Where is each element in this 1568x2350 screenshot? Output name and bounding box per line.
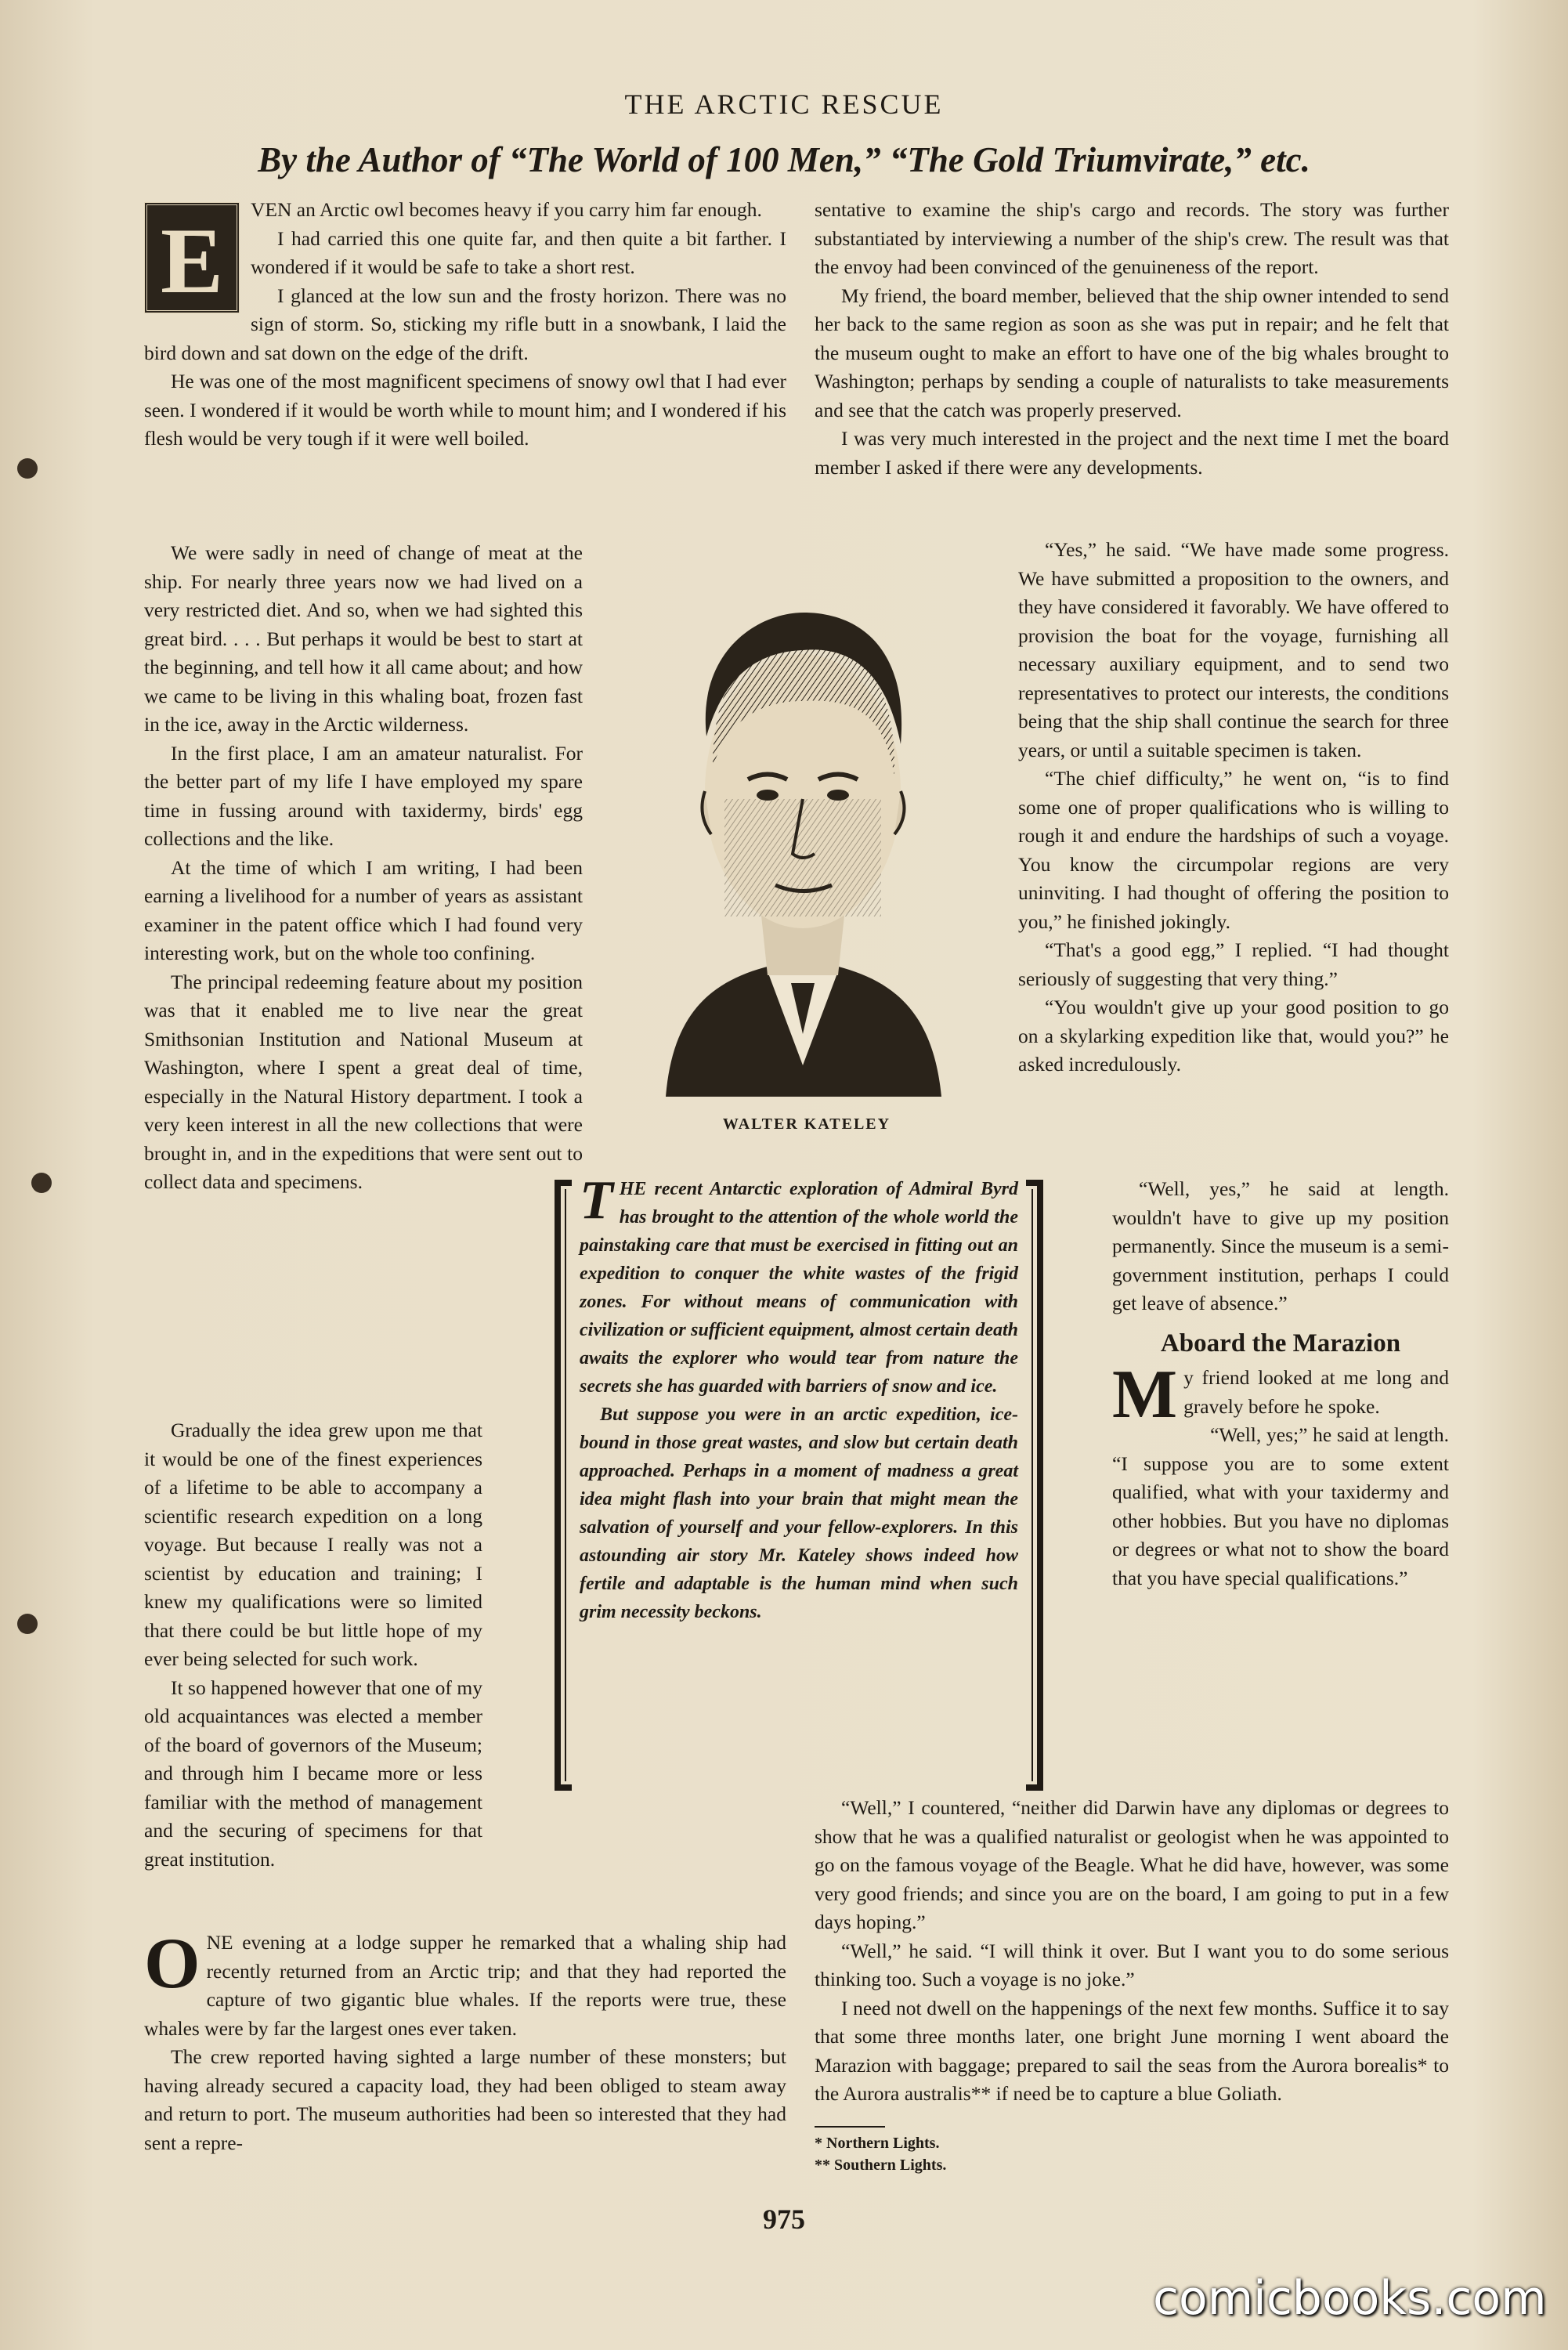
paragraph: “You wouldn't give up your good position to go on a skylarking expedition like that, would you?” he asked incredulously. [1018,996,1449,1076]
footnote: * Northern Lights. [815,2135,940,2152]
article-subtitle: By the Author of “The World of 100 Men,” “The Gold Triumvirate,” etc. [258,140,1310,179]
right-column-top [815,196,1449,482]
paragraph: In the first place, I am an amateur naturalist. For the better part of my life I have employed my spare time in fussing around with taxidermy, birds' egg collections and the like. [144,741,583,850]
footnote-rule [815,2126,885,2128]
paragraph: I was very much interested in the project and the next time I met the board member I asked if there were any developments. [815,427,1449,479]
paragraph: “The chief difficulty,” he went on, “is to find some one of proper qualifications who is willing to rough it and endure the hardships of such a voyage. You know the circumpolar regions are very uninviting. I had thought of offering the position to you,” he finished jokingly. [1018,767,1449,933]
ornamental-dropcap: E [144,202,240,313]
intro-paragraph: THE recent Antarctic exploration of Admiral Byrd has brought to the attention of the whole world the painstaking care that must be exercised in fitting out an expedition to conquer the white wastes of the frigid zones. For without means of communication with civilization or sufficient equipment, almost certain death awaits the explorer who would tear from nature the secrets she has guarded with barriers of snow and ice. [580,1170,1018,1397]
running-head: THE ARCTIC RESCUE [624,89,944,120]
paragraph: “Well,” I countered, “neither did Darwin have any diplomas or degrees to show that he was a qualified naturalist or geologist when he was appointed to go on the famous voyage of the Beagle. What he did have, however, was some very good friends; and since you are on the board, I am going to put in a few days hoping.” [815,1796,1449,1933]
intro-box [548,1170,1050,1795]
paragraph: My friend, the board member, believed that the ship owner intended to send her back to the same region as soon as she was put in repair; and he felt that the museum ought to make an effort to have one of the big whales brought to Washington; perhaps by sending a couple of naturalists to take measurements and see that the catch was properly preserved. [815,284,1449,421]
paragraph: We were sadly in need of change of meat at the ship. For nearly three years now we had lived on a very restricted diet. And so, when we had sighted this great bird. . . . But perhaps it would be best to start at the beginning, and tell how it all came about; and how we came to be living in this whaling boat, frozen fast in the ice, away in the Arctic wilderness. [144,541,583,736]
right-column-lower [1112,1175,1449,1593]
left-column-top [144,196,786,454]
paragraph: “That's a good egg,” I replied. “I had thought seriously of suggesting that very thing.” [1018,938,1449,990]
intro-paragraph: But suppose you were in an arctic expedition, ice-bound in those great wastes, and slow but certain death approached. Perhaps in a moment of madness a great idea might flash into your brain that might mean the salvation of yourself and your fellow-explorers. In this astounding air story Mr. Kateley shows indeed how fertile and adaptable is the human mind when such grim necessity beckons. [580,1405,1018,1622]
footnote: ** Southern Lights. [815,2157,947,2174]
right-column-middle [1018,536,1449,1079]
paragraph: Gradually the idea grew upon me that it would be one of the finest experiences of a lifetime to be able to accompany a scientific research expedition on a long voyage. But because I really was not a scientist by education and training; I knew my qualifications were so limited that there could be but little hope of my ever being selected for such work. [144,1419,482,1670]
author-portrait [650,564,956,1097]
left-column-bottom [144,1923,786,2157]
section-heading: Aboard the Marazion [1160,1329,1401,1358]
paragraph: I glanced at the low sun and the frosty horizon. There was no sign of storm. So, sticking my rifle butt in a snowbank, I laid the bird down and sat down on the edge of the drift. [144,284,786,364]
paragraph: I need not dwell on the happenings of the next few months. Suffice it to say that some three months later, one bright June morning I went aboard the Marazion with baggage; prepared to sail the seas from the Aurora borealis* to the Aurora australis** if need be to capture a blue Goliath. [815,1996,1449,2105]
intro-text [580,1170,1018,1626]
intro-dropcap: T [580,1170,613,1231]
portrait-caption: WALTER KATELEY [722,1115,891,1133]
binding-hole [17,1614,38,1634]
paragraph: “Well, yes;” he said at length. “I suppose you are to some extent qualified, what with your taxidermy and other hobbies. But you have no diplomas or degrees or what not to show the board that you have special qualifications.” [1112,1423,1449,1589]
paragraph: The principal redeeming feature about my position was that it enabled me to live near the great Smithsonian Institution and National Museum at Washington, where I spent a great deal of time, especially in the Natural History department. I took a very keen interest in all the new collections that were brought in, and in the expeditions that were sent out to collect data and specimens. [144,970,583,1193]
left-column-middle [144,539,583,1197]
paragraph: “Well,” he said. “I will think it over. But I want you to do some serious thinking too. Such a voyage is no joke.” [815,1939,1449,1990]
page-number: 975 [763,2204,805,2235]
paragraph: ONE evening at a lodge supper he remarked that a whaling ship had recently returned from an Arctic trip; and that they had reported the capture of two gigantic blue whales. If the reports were true, these whales were by far the largest ones ever taken. [144,1923,786,2040]
paragraph: VEN an Arctic owl becomes heavy if you carry him far enough. [251,198,762,221]
paragraph: sentative to examine the ship's cargo and records. The story was further substantiated by interviewing a number of the ship's crew. The result was that the envoy had been convinced of the genuineness of the report. [815,198,1449,278]
watermark-logo: comicbooks.com [1153,2271,1547,2326]
right-column-bottom [815,1794,1449,2109]
paragraph: He was one of the most magnificent specimens of snowy owl that I had ever seen. I wondered if it would be worth while to mount him; and I wondered if his flesh would be very tough if it were well boiled. [144,370,786,450]
paragraph: It so happened however that one of my old acquaintances was elected a member of the board of governors of the Museum; and through him I became more or less familiar with the method of management and the securing of specimens for that great institution. [144,1676,482,1871]
footnotes [815,2132,1128,2176]
paragraph: The crew reported having sighted a large number of these monsters; but having already secured a capacity load, they had been obliged to steam away and return to port. The museum authorities had been so interested that they had sent a repre- [144,2045,786,2154]
binding-hole [31,1173,52,1193]
left-column-lower [144,1416,482,1874]
paragraph: I had carried this one quite far, and then quite a bit farther. I wondered if it would be safe to take a short rest. [251,226,786,278]
paragraph: At the time of which I am writing, I had been earning a livelihood for a number of years as assistant examiner in the patent office which I had found very interesting work, but on the whole too confining. [144,855,583,964]
o-dropcap: O [144,1923,201,2003]
paragraph: My friend looked at me long and gravely before he spoke. [1112,1357,1449,1433]
binding-hole [17,458,38,479]
paragraph: “Well, yes,” he said at length. wouldn't have to give up my position permanently. Since the museum is a semi-government institution, perhaps I could get leave of absence.” [1112,1177,1449,1314]
paragraph: “Yes,” he said. “We have made some progress. We have submitted a proposition to the owners, and they have considered it favorably. We have offered to provision the boat for the voyage, furnishing all necessary auxiliary equipment, and to send two representatives to protect our interests, the conditions being that the ship shall continue the search for three years, or until a suitable specimen is taken. [1018,538,1449,761]
m-dropcap: M [1112,1357,1178,1433]
